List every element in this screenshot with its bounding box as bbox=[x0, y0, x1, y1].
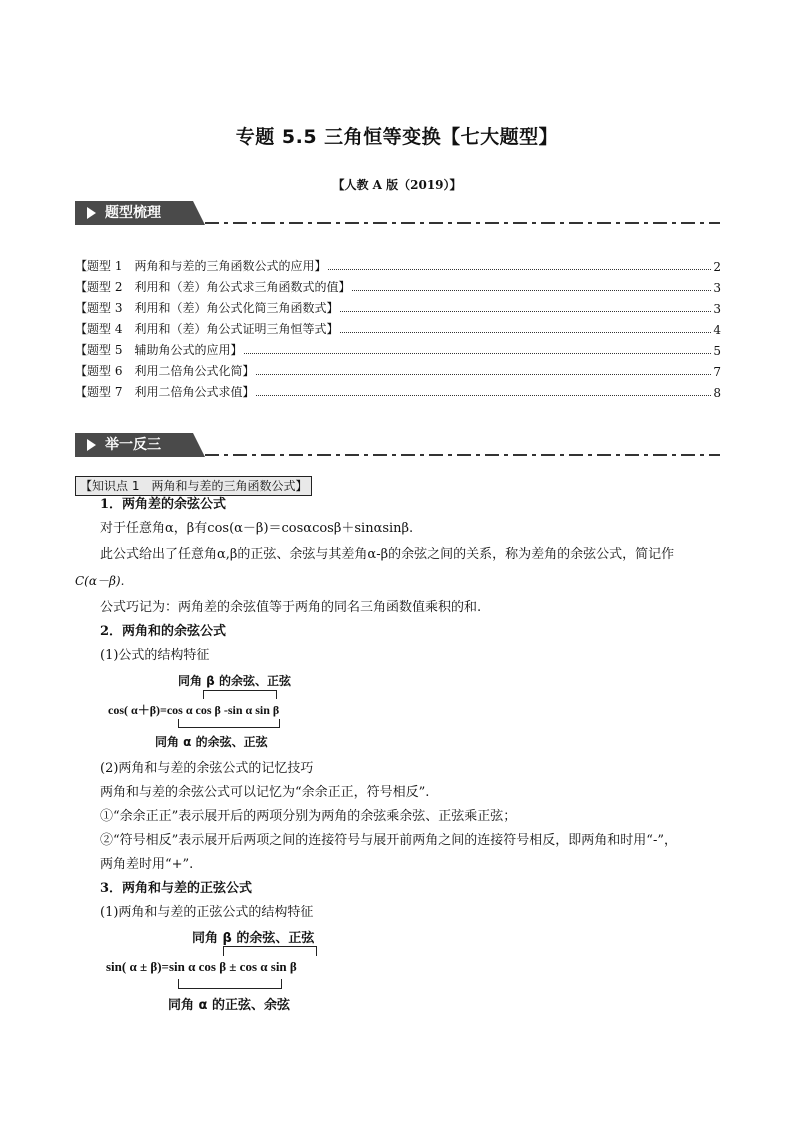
diagram-label-bottom: 同角 α 的余弦、正弦 bbox=[155, 735, 268, 749]
toc-page-number: 8 bbox=[713, 386, 721, 400]
toc-page-number: 2 bbox=[713, 260, 721, 274]
paragraph: (1)两角和与差的正弦公式的结构特征 bbox=[100, 905, 314, 920]
diagram-label-top: 同角 β 的余弦、正弦 bbox=[192, 931, 315, 946]
section-banner-toc bbox=[75, 201, 205, 225]
toc-leader bbox=[244, 353, 711, 354]
toc-page-number: 7 bbox=[713, 365, 721, 379]
toc-item-label: 【题型 3 利用和（差）角公式化简三角函数式】 bbox=[75, 301, 339, 315]
bracket-top bbox=[203, 690, 277, 699]
toc-item[interactable] bbox=[75, 277, 721, 295]
paragraph: 此公式给出了任意角α,β的正弦、余弦与其差角α-β的余弦之间的关系，称为差角的余弦公式，简记作 bbox=[100, 547, 675, 562]
paragraph: (2)两角和与差的余弦公式的记忆技巧 bbox=[100, 761, 314, 776]
toc-item[interactable] bbox=[75, 319, 721, 337]
paragraph: 对于任意角α，β有cos(α－β)＝cosαcosβ＋sinαsinβ. bbox=[100, 521, 414, 536]
toc-item-label: 【题型 4 利用和（差）角公式证明三角恒等式】 bbox=[75, 322, 339, 336]
toc-item[interactable] bbox=[75, 298, 721, 316]
bracket-bottom bbox=[178, 719, 280, 728]
bracket-bottom bbox=[178, 979, 282, 989]
toc-item-label: 【题型 5 辅助角公式的应用】 bbox=[75, 343, 243, 357]
banner-label: 题型梳理 bbox=[105, 205, 161, 221]
knowledge-point-label: 【知识点 1 两角和与差的三角函数公式】 bbox=[75, 476, 312, 496]
toc-page-number: 5 bbox=[713, 344, 721, 358]
banner-label: 举一反三 bbox=[105, 437, 161, 453]
page-subtitle: 【人教 A 版（2019）】 bbox=[332, 178, 462, 192]
toc-item-label: 【题型 6 利用二倍角公式化简】 bbox=[75, 364, 255, 378]
paragraph: (1)公式的结构特征 bbox=[100, 648, 210, 663]
diagram-label-bottom: 同角 α 的正弦、余弦 bbox=[168, 998, 290, 1013]
toc-item-label: 【题型 7 利用二倍角公式求值】 bbox=[75, 385, 255, 399]
toc-leader bbox=[352, 290, 711, 291]
toc-page-number: 3 bbox=[713, 302, 721, 316]
toc-leader bbox=[340, 332, 711, 333]
paragraph: ①“余余正正”表示展开后的两项分别为两角的余弦乘余弦、正弦乘正弦； bbox=[100, 809, 517, 824]
table-of-contents bbox=[75, 256, 721, 406]
paragraph: 公式巧记为：两角差的余弦值等于两角的同名三角函数值乘积的和. bbox=[100, 600, 482, 615]
paragraph: ②“符号相反”表示展开后两项之间的连接符号与展开前两角之间的连接符号相反，即两角和时用“-”， bbox=[100, 833, 677, 848]
section-heading: 1．两角差的余弦公式 bbox=[100, 497, 227, 512]
toc-item[interactable] bbox=[75, 256, 721, 274]
page-title: 专题 5.5 三角恒等变换【七大题型】 bbox=[235, 126, 559, 148]
toc-leader bbox=[256, 374, 711, 375]
bracket-top bbox=[223, 946, 317, 956]
play-arrow-icon bbox=[87, 207, 96, 219]
paragraph: 两角差时用“+”. bbox=[100, 857, 194, 872]
toc-leader bbox=[340, 311, 711, 312]
diagram-label-top: 同角 β 的余弦、正弦 bbox=[178, 674, 291, 688]
section-heading: 2．两角和的余弦公式 bbox=[100, 624, 227, 639]
toc-leader bbox=[256, 395, 711, 396]
toc-item[interactable] bbox=[75, 361, 721, 379]
toc-item[interactable] bbox=[75, 340, 721, 358]
toc-item-label: 【题型 2 利用和（差）角公式求三角函数式的值】 bbox=[75, 280, 351, 294]
paragraph: 两角和与差的余弦公式可以记忆为“余余正正，符号相反”. bbox=[100, 785, 430, 800]
toc-item-label: 【题型 1 两角和与差的三角函数公式的应用】 bbox=[75, 259, 327, 273]
toc-leader bbox=[328, 269, 711, 270]
section-heading: 3．两角和与差的正弦公式 bbox=[100, 881, 253, 896]
formula-cos-sum: cos( α＋β)=cos α cos β -sin α sin β bbox=[108, 703, 280, 717]
section-banner-practice bbox=[75, 433, 205, 457]
dash-divider bbox=[205, 222, 720, 224]
formula-sin-sum: sin( α ± β)=sin α cos β ± cos α sin β bbox=[106, 959, 297, 974]
toc-page-number: 4 bbox=[713, 323, 721, 337]
toc-item[interactable] bbox=[75, 382, 721, 400]
toc-page-number: 3 bbox=[713, 281, 721, 295]
dash-divider bbox=[205, 454, 720, 456]
formula-label: C(α－β). bbox=[75, 574, 125, 588]
play-arrow-icon bbox=[87, 439, 96, 451]
